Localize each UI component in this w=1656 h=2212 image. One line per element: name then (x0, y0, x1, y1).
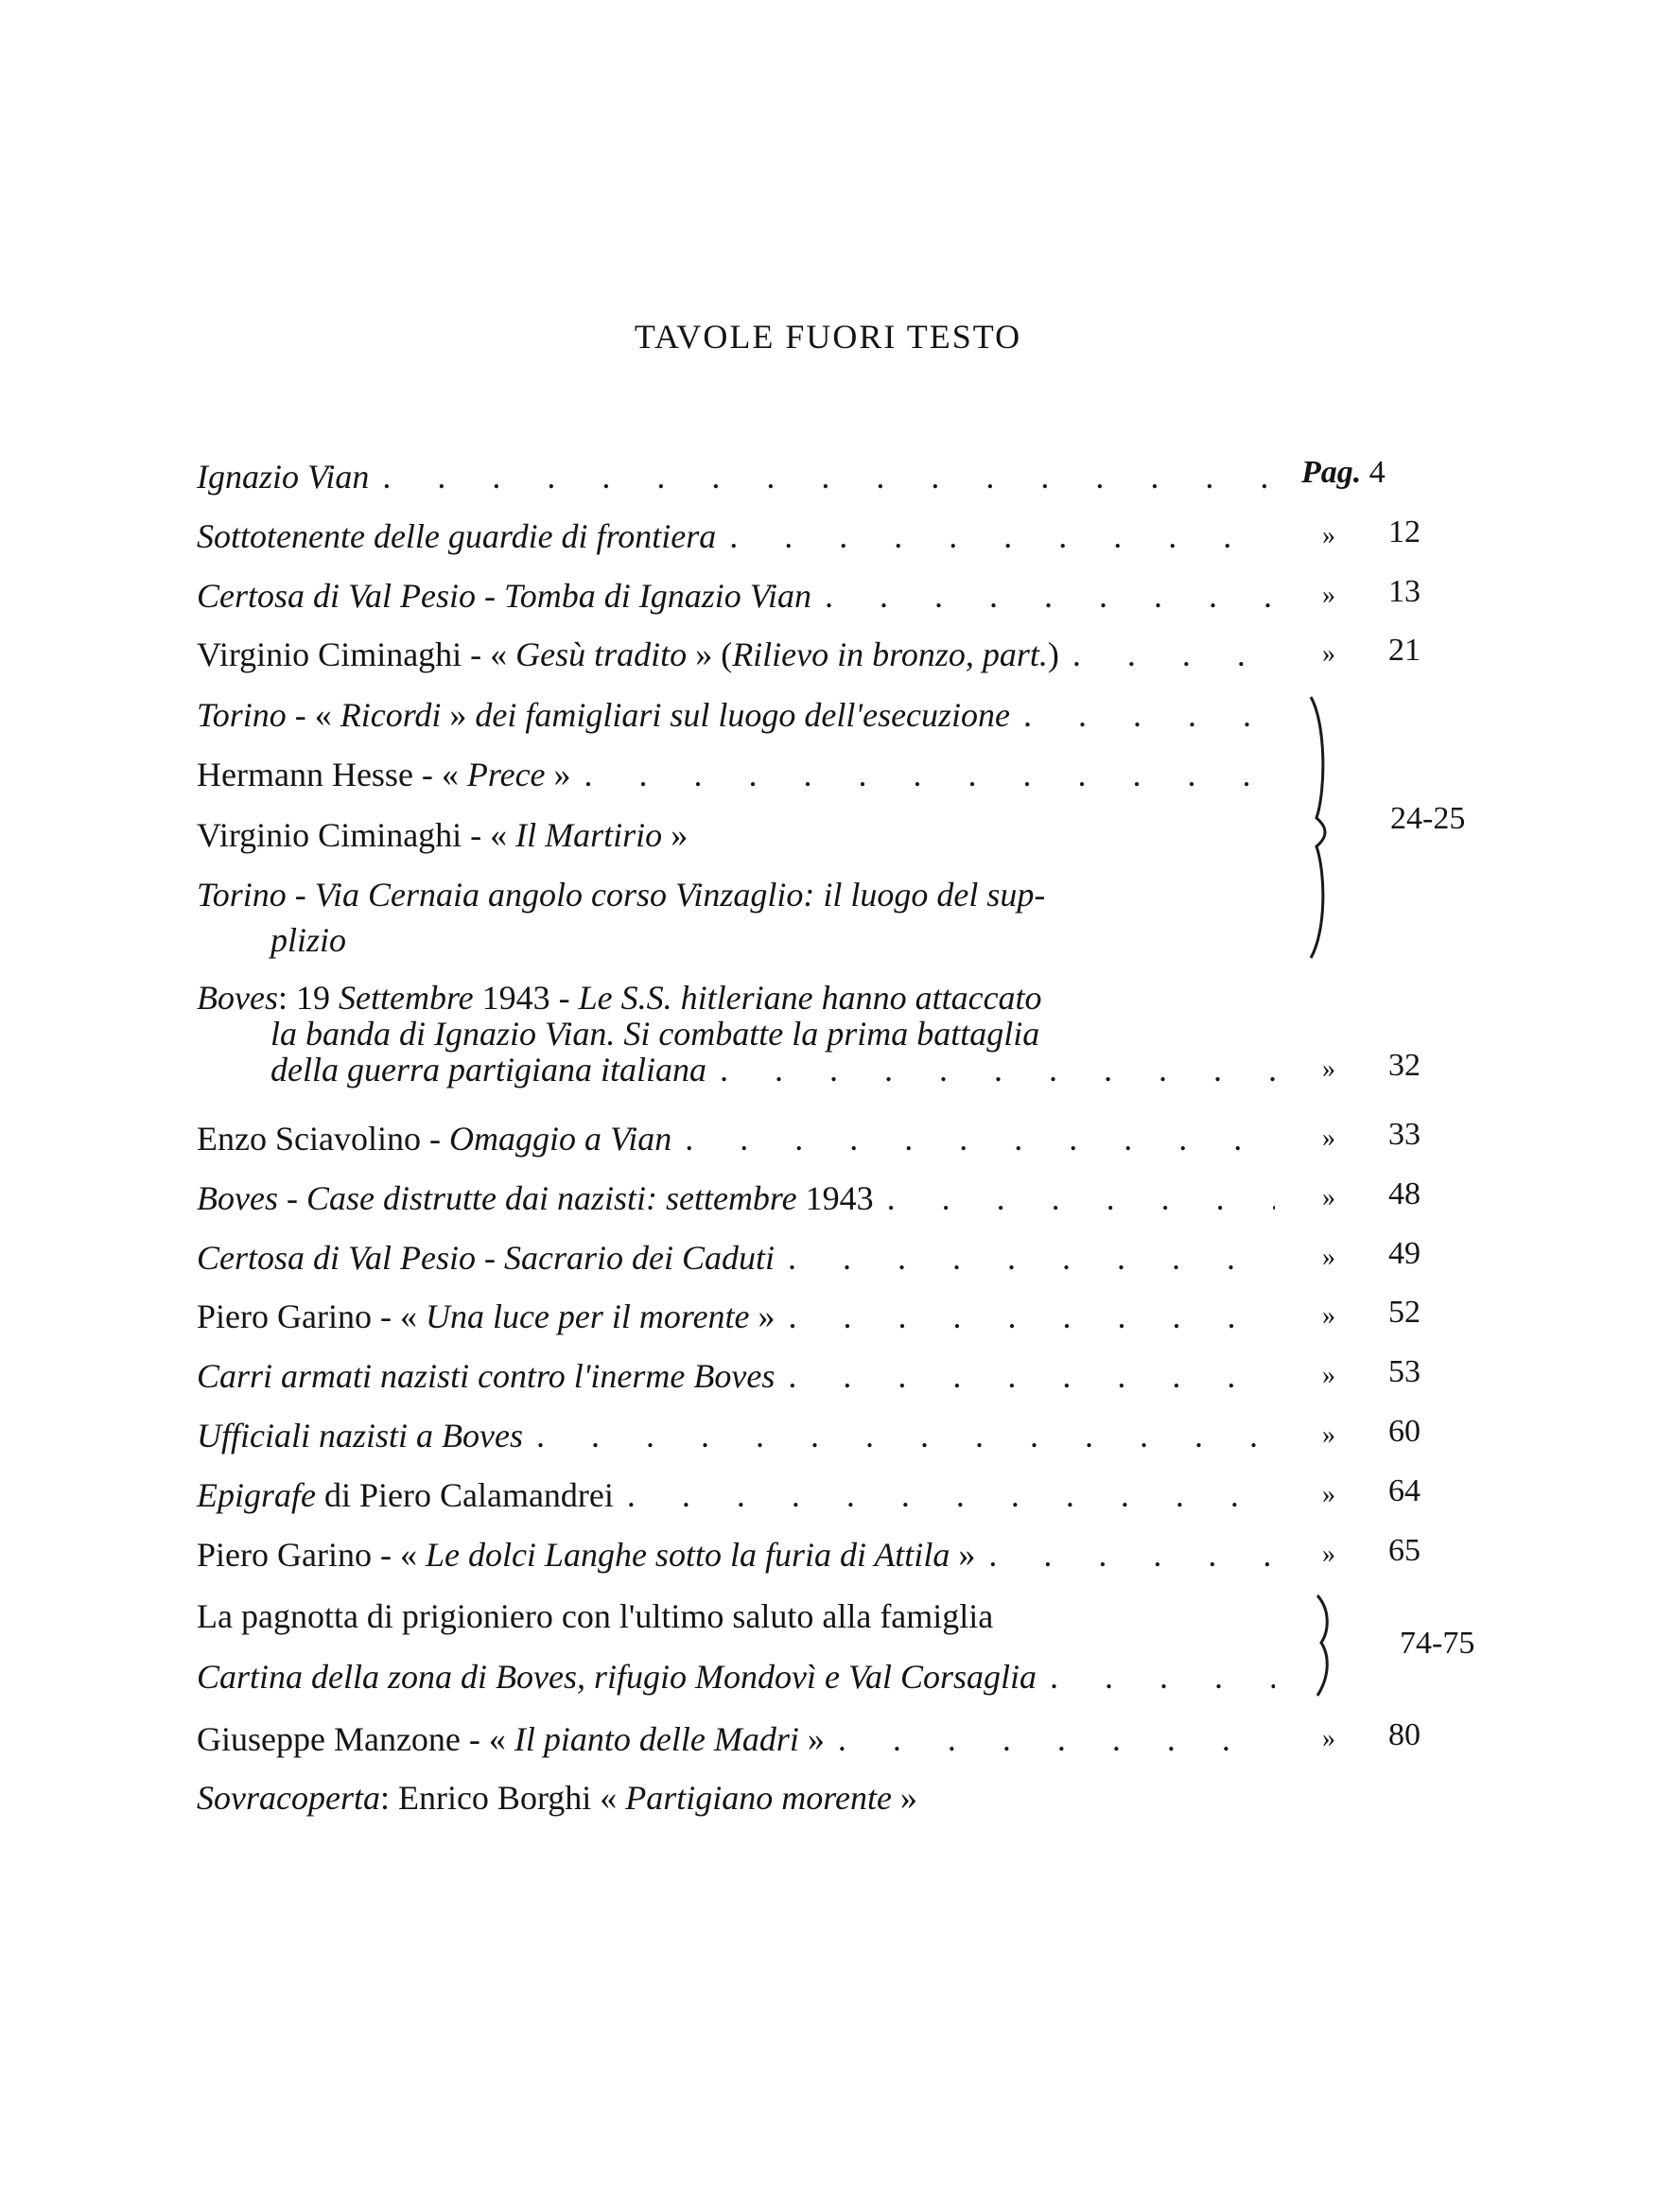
entry-title (197, 692, 1010, 738)
entry-text-part: Rilievo in bronzo, part. (732, 636, 1048, 673)
ditto-mark: » (1322, 1420, 1335, 1450)
toc-entry (197, 1775, 1275, 1820)
entry-title (197, 1116, 671, 1161)
dot-leader (788, 1353, 1275, 1399)
page-number: 60 (1388, 1414, 1421, 1449)
dot-leader (1072, 632, 1275, 677)
entry-text-part: Omaggio a Vian (448, 1120, 672, 1158)
group-page-number: 74-75 (1400, 1626, 1475, 1661)
page-number: 48 (1388, 1176, 1421, 1211)
entry-text-part: Ricordi (340, 696, 442, 734)
ditto-mark: » (1322, 639, 1335, 669)
entry-text-part: Settembre (338, 979, 474, 1017)
entry-text-part: dei famigliari sul luogo dell'esecuzione (475, 696, 1011, 734)
entry-text-part: Torino - Via Cernaia angolo corso Vinzaglio: il luogo del sup- (197, 876, 1046, 914)
entry-text-part: » (662, 816, 689, 854)
dot-leader (685, 1116, 1275, 1161)
entry-text-part: - « (286, 696, 340, 734)
entry-text-part: » (545, 756, 571, 793)
toc-entry (197, 573, 1275, 618)
toc-entry (197, 1353, 1275, 1399)
entry-title (197, 1294, 776, 1339)
page-title: TAVOLE FUORI TESTO (634, 318, 1022, 356)
dot-leader (825, 573, 1275, 618)
dot-leader (887, 1176, 1275, 1221)
dot-leader (789, 1294, 1275, 1339)
brace-icon (1305, 695, 1343, 960)
dot-leader (788, 1235, 1275, 1280)
toc-entry (197, 1116, 1275, 1161)
ditto-mark: » (1322, 1183, 1335, 1212)
entry-title (197, 1532, 975, 1577)
entry-title (197, 514, 716, 559)
entry-title (197, 872, 1045, 917)
entry-title (197, 752, 571, 797)
entry-text-part: Gesù tradito (515, 636, 688, 673)
page-number: 49 (1388, 1236, 1421, 1271)
ditto-mark: » (1322, 1480, 1335, 1509)
entry-text-part: Torino (197, 696, 287, 734)
entry-title (197, 1716, 825, 1762)
toc-entry (197, 692, 1275, 738)
entry-text-part: : Enrico Borghi « (379, 1779, 626, 1817)
entry-text-part: Sottotenente delle guardie di frontiera (197, 517, 717, 555)
toc-entry (197, 514, 1275, 559)
entry-text-part: ) (1047, 636, 1059, 673)
entry-text-part: La pagnotta di prigioniero con l'ultimo saluto alla famiglia (197, 1597, 994, 1635)
entry-text-part: Il Martirio (515, 816, 663, 854)
entry-text-part: Prece (466, 756, 546, 793)
entry-text-part: : 19 (277, 979, 339, 1017)
entry-text-part: 1943 - (473, 979, 579, 1017)
entry-text-part: » (441, 696, 476, 734)
page-number: 53 (1388, 1354, 1421, 1389)
entry-text-part: Piero Garino - « (197, 1298, 426, 1335)
entry-title (197, 1353, 775, 1399)
page-label: Pag. (1301, 455, 1362, 490)
entry-title (197, 812, 688, 858)
entry-title (197, 1594, 993, 1639)
entry-text-part: » ( (687, 636, 733, 673)
entry-text-part: Piero Garino - « (197, 1536, 426, 1574)
entry-text-part: Cartina della zona di Boves, rifugio Mondovì e Val Corsaglia (197, 1658, 1037, 1696)
entry-text-part: Enzo Sciavolino - (197, 1120, 449, 1158)
page-number: 52 (1388, 1295, 1421, 1330)
page-number: 13 (1388, 574, 1421, 609)
toc-entry (197, 454, 1275, 499)
entry-text-part: Certosa di Val Pesio - Sacrario dei Caduti (197, 1239, 775, 1277)
entry-text-part: Il pianto delle Madri (514, 1720, 799, 1758)
entry-text-part: » (798, 1720, 825, 1758)
dot-leader (729, 514, 1275, 559)
toc-entry (197, 1294, 1275, 1339)
toc-entry (197, 1716, 1275, 1762)
entry-text-part: Partigiano morente (625, 1779, 892, 1817)
entry-text-part: Boves - Case distrutte dai nazisti: settembre (197, 1179, 797, 1217)
ditto-mark: » (1322, 581, 1335, 610)
entry-text-part: Carri armati nazisti contro l'inerme Boves (197, 1357, 776, 1395)
entry-text-part: Giuseppe Manzone - « (197, 1720, 514, 1758)
ditto-mark: » (1322, 1540, 1335, 1569)
entry-title (197, 1176, 874, 1221)
dot-leader (838, 1716, 1275, 1762)
entry-text-part: » (749, 1298, 776, 1335)
entry-title (197, 1472, 614, 1518)
dot-leader (1050, 1654, 1275, 1699)
page-number: 33 (1388, 1117, 1421, 1152)
entry-text-part: di Piero Calamandrei (315, 1476, 614, 1514)
ditto-mark: » (1322, 521, 1335, 550)
dot-leader (988, 1532, 1275, 1577)
toc-entry (197, 1532, 1275, 1577)
page-number (1301, 454, 1386, 492)
page-number: 65 (1388, 1533, 1421, 1568)
ditto-mark: » (1322, 1301, 1335, 1331)
entry-text-part: Hermann Hesse - « (197, 756, 467, 793)
entry-text-part: Certosa di Val Pesio - Tomba di Ignazio Vian (197, 577, 812, 615)
toc-entry (197, 1472, 1275, 1518)
ditto-mark: » (1322, 1361, 1335, 1390)
page-number: 80 (1388, 1717, 1421, 1752)
toc-entry (197, 752, 1275, 797)
entry-continuation: plizio (270, 921, 347, 959)
toc-entry (197, 1654, 1275, 1699)
entry-title (197, 454, 369, 499)
dot-leader (720, 1047, 1275, 1092)
toc-entry (197, 872, 1275, 963)
page-value: 4 (1368, 455, 1386, 490)
toc-entry (197, 1413, 1275, 1458)
page-number: 32 (1388, 1048, 1421, 1083)
entry-text-part: Le S.S. hitleriane hanno attaccato (578, 979, 1042, 1017)
entry-title (197, 632, 1059, 677)
ditto-mark: » (1322, 1724, 1335, 1753)
entry-text-part: Una luce per il morente (425, 1298, 750, 1335)
toc-entry (197, 1176, 1275, 1221)
toc-entry (197, 632, 1275, 677)
toc-entry (197, 812, 1275, 858)
entry-text-part: Virginio Ciminaghi - « (197, 816, 516, 854)
entry-title (197, 1654, 1037, 1699)
page-number: 12 (1388, 514, 1421, 549)
toc-entry (197, 1594, 1275, 1639)
entry-text-part: » (891, 1779, 917, 1817)
entry-text-part: Ufficiali nazisti a Boves (197, 1417, 523, 1454)
toc-entry (197, 975, 1275, 1089)
entry-text-part: Le dolci Langhe sotto la furia di Attila (425, 1536, 950, 1574)
toc-entry (197, 1235, 1275, 1280)
entry-text-part: Boves (197, 979, 278, 1017)
dot-leader (1023, 692, 1275, 738)
dot-leader (536, 1413, 1275, 1458)
ditto-mark: » (1322, 1054, 1335, 1084)
dot-leader (382, 454, 1275, 499)
entry-text-part: Epigrafe (197, 1476, 316, 1514)
entry-title (197, 573, 811, 618)
entry-text-part: » (950, 1536, 976, 1574)
brace-icon (1310, 1594, 1340, 1698)
entry-text-part: Ignazio Vian (197, 458, 370, 496)
entry-text-part: Sovracoperta (197, 1779, 380, 1817)
group-page-number: 24-25 (1390, 801, 1466, 836)
page-number: 64 (1388, 1473, 1421, 1508)
entry-title (197, 1235, 775, 1280)
page-number: 21 (1388, 633, 1421, 668)
entry-title (197, 1775, 917, 1820)
dot-leader (627, 1472, 1275, 1518)
dot-leader (584, 752, 1275, 797)
entry-text-part: Virginio Ciminaghi - « (197, 636, 516, 673)
entry-continuation: la banda di Ignazio Vian. Si combatte la prima battaglia (270, 1015, 1040, 1053)
entry-title (197, 1413, 523, 1458)
ditto-mark: » (1322, 1243, 1335, 1272)
entry-continuation: della guerra partigiana italiana (270, 1051, 707, 1089)
entry-text-part: 1943 (796, 1179, 874, 1217)
ditto-mark: » (1322, 1123, 1335, 1153)
